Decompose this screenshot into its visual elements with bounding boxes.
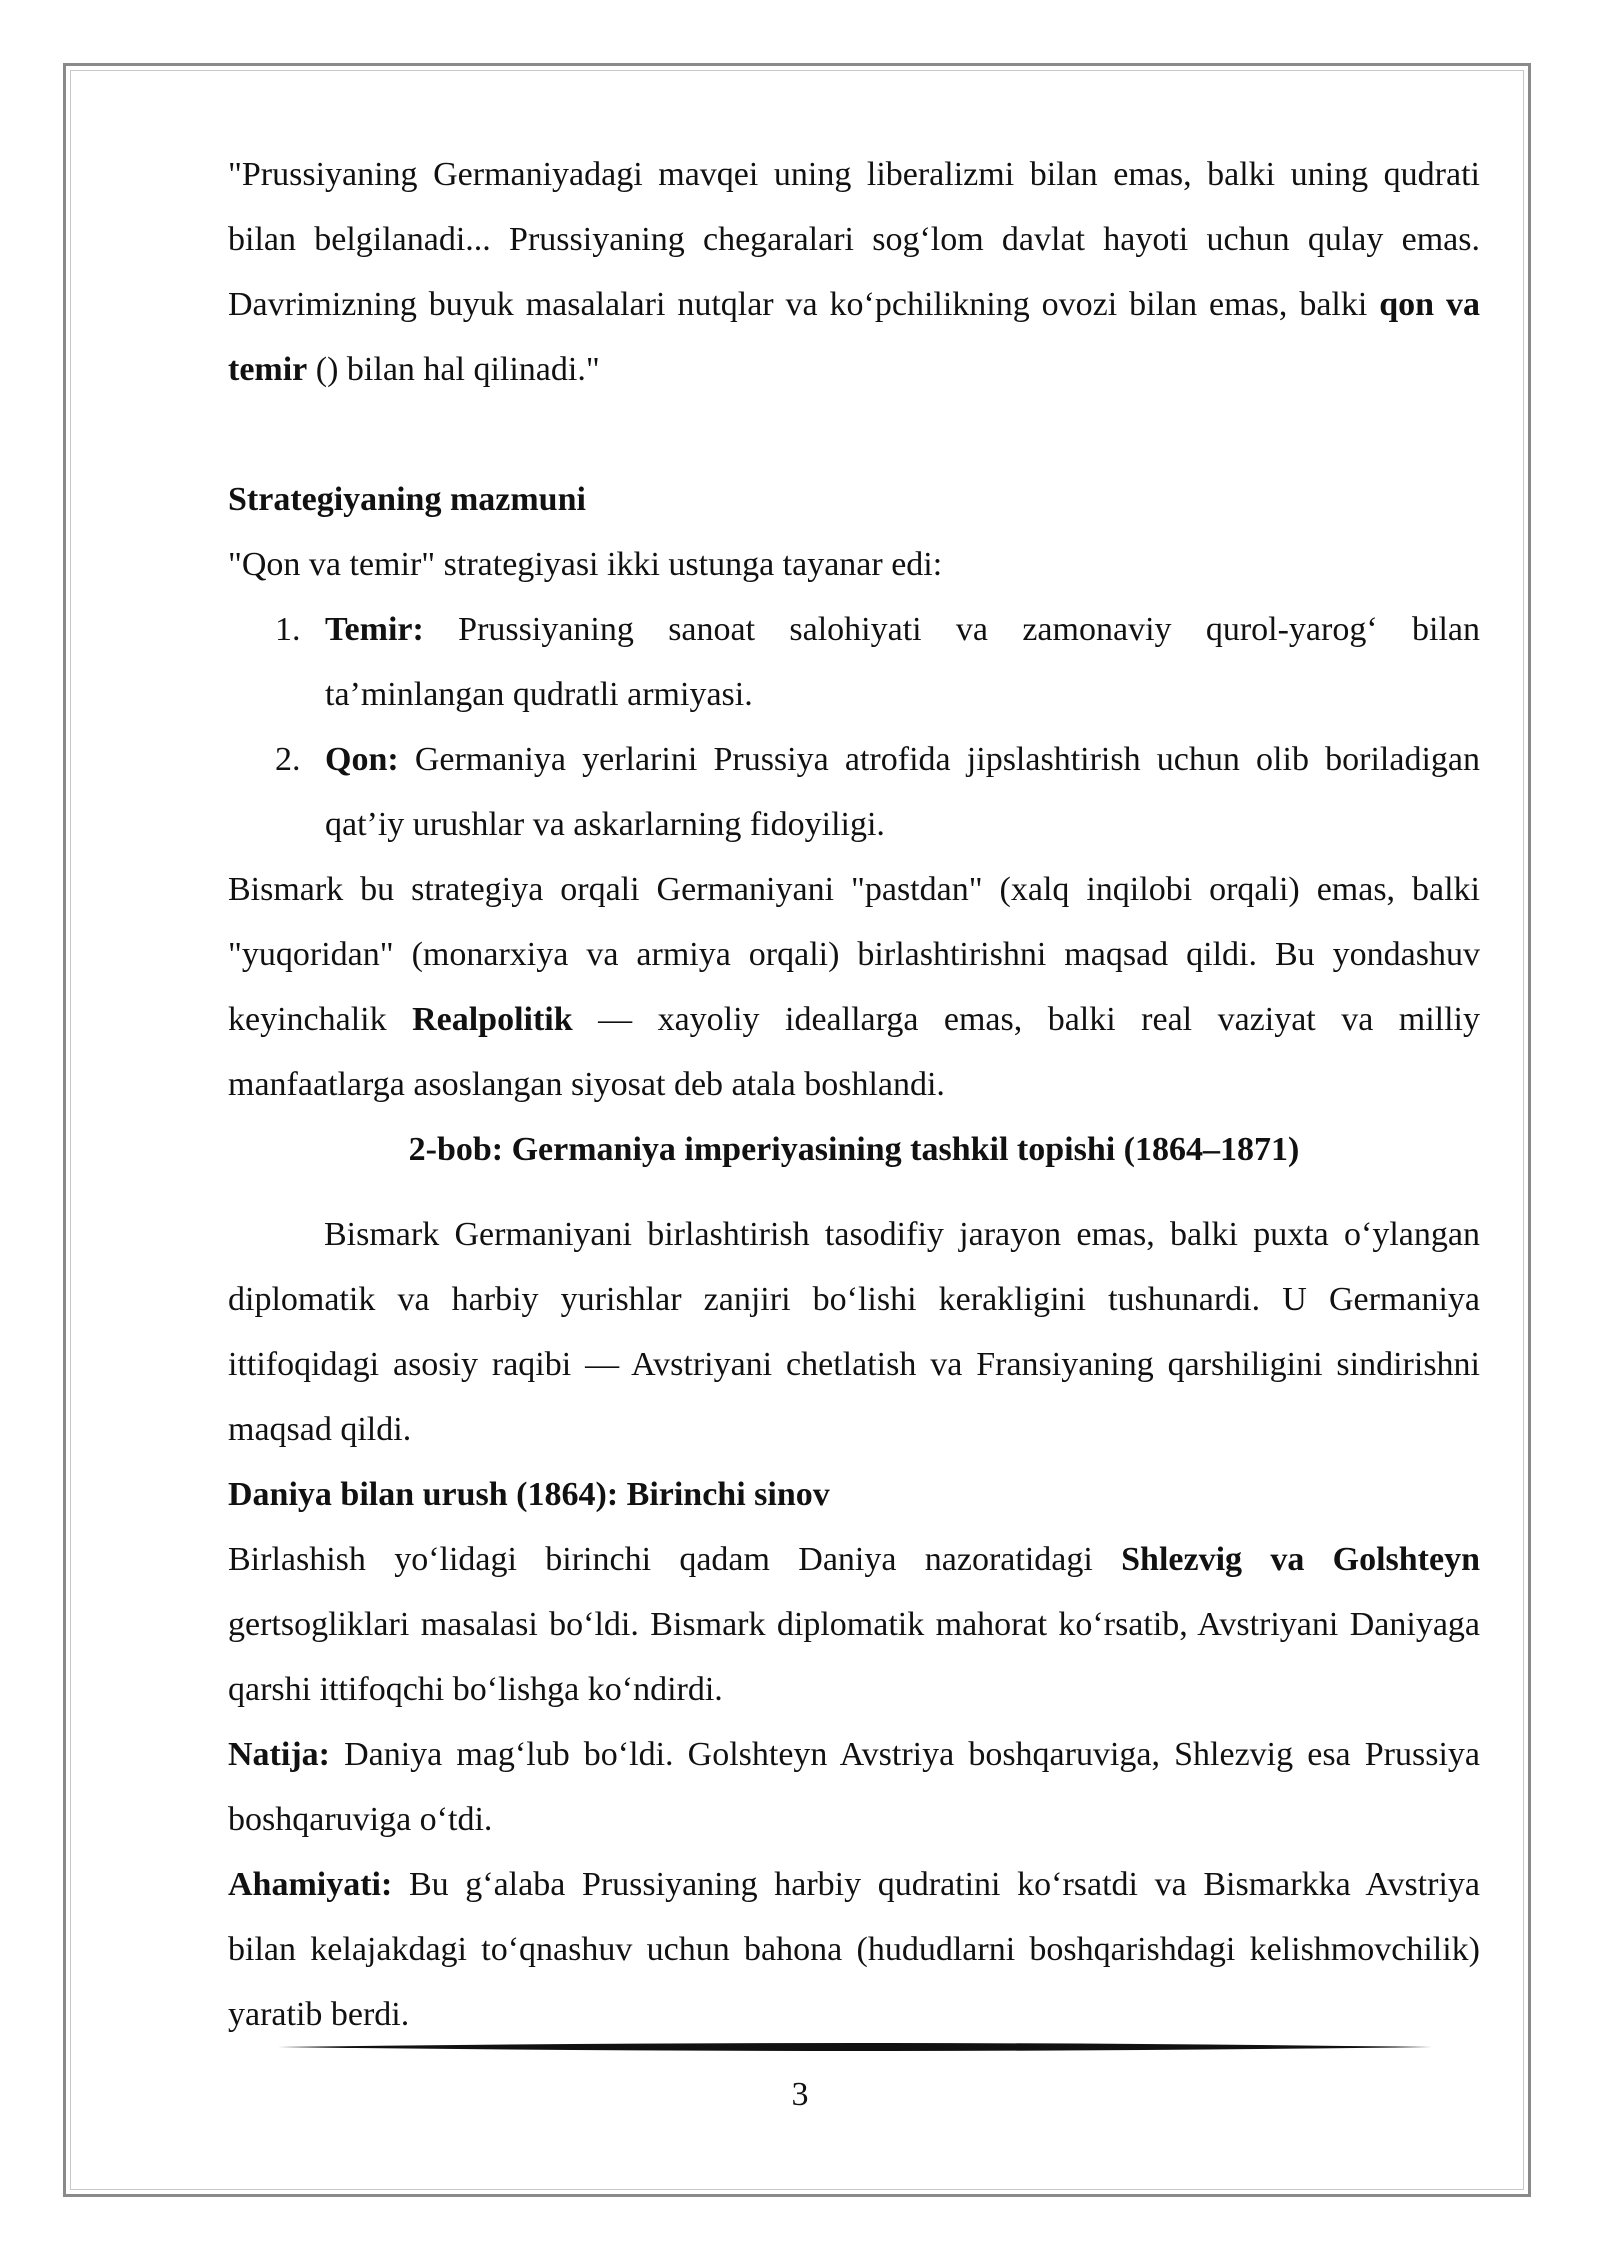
quote-bold: qon va temir	[228, 286, 1480, 388]
strategy-summary: Bismark bu strategiya orqali Germaniyani "pastdan" (xalq inqilobi orqali) emas, balki "yuqoridan" (monarxiya va armiya orqali) birlashtirishni maqsad qildi. Bu yondashuv keyinchalik Realpolitik — xayoliy ideallarga emas, balki real vaziyat va milliy manfaatlarga asoslangan siyosat deb atala boshlandi.	[228, 871, 1480, 1103]
denmark-heading: Daniya bilan urush (1864): Birinchi sinov	[228, 1476, 830, 1513]
importance-label: Ahamiyati:	[228, 1866, 393, 1903]
quote-paragraph: "Prussiyaning Germaniyadagi mavqei uning liberalizmi bilan emas, balki uning qudrati bilan belgilanadi... Prussiyaning chegaralari sog‘lom davlat hayoti uchun qulay emas. Davrimizning buyuk masalalari nutqlar va ko‘pchilikning ovozi bilan emas, balki qon va temir () bilan hal qilinadi."	[228, 156, 1480, 388]
footer-divider	[278, 2040, 1432, 2054]
page-body	[228, 142, 1480, 2047]
strategy-list	[228, 597, 1480, 857]
chapter-intro: Bismark Germaniyani birlashtirish tasodifiy jarayon emas, balki puxta o‘ylangan diplomatik va harbiy yurishlar zanjiri bo‘lishi kerakligini tushunardi. U Germaniya ittifoqidagi asosiy raqibi — Avstriyani chetlatish va Fransiyaning qarshiligini sindirishni maqsad qildi.	[228, 1216, 1480, 1448]
page-number: 3	[791, 2076, 809, 2113]
list-item: 2. Qon: Germaniya yerlarini Prussiya atrofida jipslashtirish uchun olib boriladigan qat’iy urushlar va askarlarning fidoyiligi.	[228, 727, 1480, 857]
importance-paragraph: Ahamiyati: Bu g‘alaba Prussiyaning harbiy qudratini ko‘rsatdi va Bismarkka Avstriya bilan kelajakdagi to‘qnashuv uchun bahona (hududlarni boshqarishdagi kelishmovchilik) yaratib berdi.	[228, 1866, 1480, 2033]
denmark-paragraph: Birlashish yo‘lidagi birinchi qadam Daniya nazoratidagi Shlezvig va Golshteyn gertsogliklari masalasi bo‘ldi. Bismark diplomatik mahorat ko‘rsatib, Avstriyani Daniyaga qarshi ittifoqchi bo‘lishga ko‘ndirdi.	[228, 1541, 1481, 1708]
list-term: Temir:	[325, 611, 424, 648]
realpolitik-term: Realpolitik	[412, 1001, 573, 1038]
duchies-term: Shlezvig va Golshteyn	[1121, 1541, 1481, 1578]
strategy-intro: "Qon va temir" strategiyasi ikki ustunga tayanar edi:	[228, 546, 943, 583]
list-number: 1.	[275, 611, 301, 648]
list-item: 1. Temir: Prussiyaning sanoat salohiyati va zamonaviy qurol-yarog‘ bilan ta’minlangan qudratli armiyasi.	[228, 597, 1480, 727]
list-number: 2.	[275, 741, 301, 778]
result-paragraph: Natija: Daniya mag‘lub bo‘ldi. Golshteyn Avstriya boshqaruviga, Shlezvig esa Prussiya boshqaruviga o‘tdi.	[228, 1736, 1480, 1838]
list-term: Qon:	[325, 741, 399, 778]
chapter-title: 2-bob: Germaniya imperiyasining tashkil topishi (1864–1871)	[408, 1131, 1300, 1168]
strategy-heading: Strategiyaning mazmuni	[228, 481, 586, 518]
result-label: Natija:	[228, 1736, 330, 1773]
